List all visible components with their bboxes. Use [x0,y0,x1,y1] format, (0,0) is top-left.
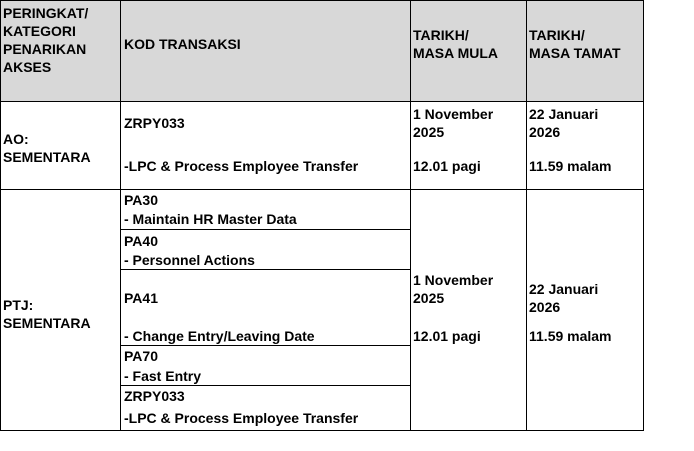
header-bottom-border [0,101,644,102]
header-category-line: AKSES [3,59,52,75]
header-end-line: TARIKH/ [529,27,585,43]
row-ptj-start-time: 12.01 pagi [413,328,481,344]
row-ao-category-line: SEMENTARA [3,149,91,165]
table-left-border [0,0,1,431]
code-separator [121,385,411,386]
column-divider [410,0,411,431]
header-code: KOD TRANSAKSI [124,36,241,52]
row-ptj-code: PA40 [124,233,158,249]
column-divider [526,0,527,431]
header-category-line: PENARIKAN [3,41,87,57]
row-ao-start-time: 12.01 pagi [413,158,481,174]
row-ptj-code-description: - Personnel Actions [124,252,255,268]
row-ptj-start-date-line: 1 November [413,272,494,288]
row-ptj-code-description: -LPC & Process Employee Transfer [124,410,359,426]
row-ao-start-date-line: 2025 [413,124,445,140]
row-ptj-start-date-line: 2025 [413,290,445,306]
code-separator [121,229,411,230]
row-ptj-code: PA41 [124,290,158,306]
header-category-line: KATEGORI [3,23,76,39]
header-start-line: MASA MULA [413,45,499,61]
row-ptj-code-description: - Maintain HR Master Data [124,211,297,227]
row-ptj-code-description: - Change Entry/Leaving Date [124,328,315,344]
header-start-line: TARIKH/ [413,27,469,43]
row-ptj-end-date-line: 22 Januari [529,281,599,297]
column-divider [120,0,121,431]
table-right-border [643,0,644,431]
code-separator [121,345,411,346]
row-ptj-code-description: - Fast Entry [124,368,202,384]
table-top-border [0,0,644,1]
table-bottom-border [0,430,644,431]
row-ao-start-date-line: 1 November [413,106,494,122]
header-category-line: PERINGKAT/ [3,5,89,21]
row-ptj-end-time: 11.59 malam [529,328,612,344]
row-ao-category-line: AO: [3,131,29,147]
code-separator [121,269,411,270]
row-ptj-end-date-line: 2026 [529,299,561,315]
row-ao-bottom-border [0,189,644,190]
row-ao-code-description: -LPC & Process Employee Transfer [124,158,359,174]
row-ao-code: ZRPY033 [124,115,185,131]
row-ptj-category-line: SEMENTARA [3,315,91,331]
row-ao-end-time: 11.59 malam [529,158,612,174]
row-ptj-code: ZRPY033 [124,388,185,404]
header-end-line: MASA TAMAT [529,45,621,61]
row-ptj-code: PA30 [124,192,158,208]
row-ao-end-date-line: 2026 [529,124,561,140]
row-ao-end-date-line: 22 Januari [529,106,599,122]
row-ptj-code: PA70 [124,348,158,364]
row-ptj-category-line: PTJ: [3,297,34,313]
